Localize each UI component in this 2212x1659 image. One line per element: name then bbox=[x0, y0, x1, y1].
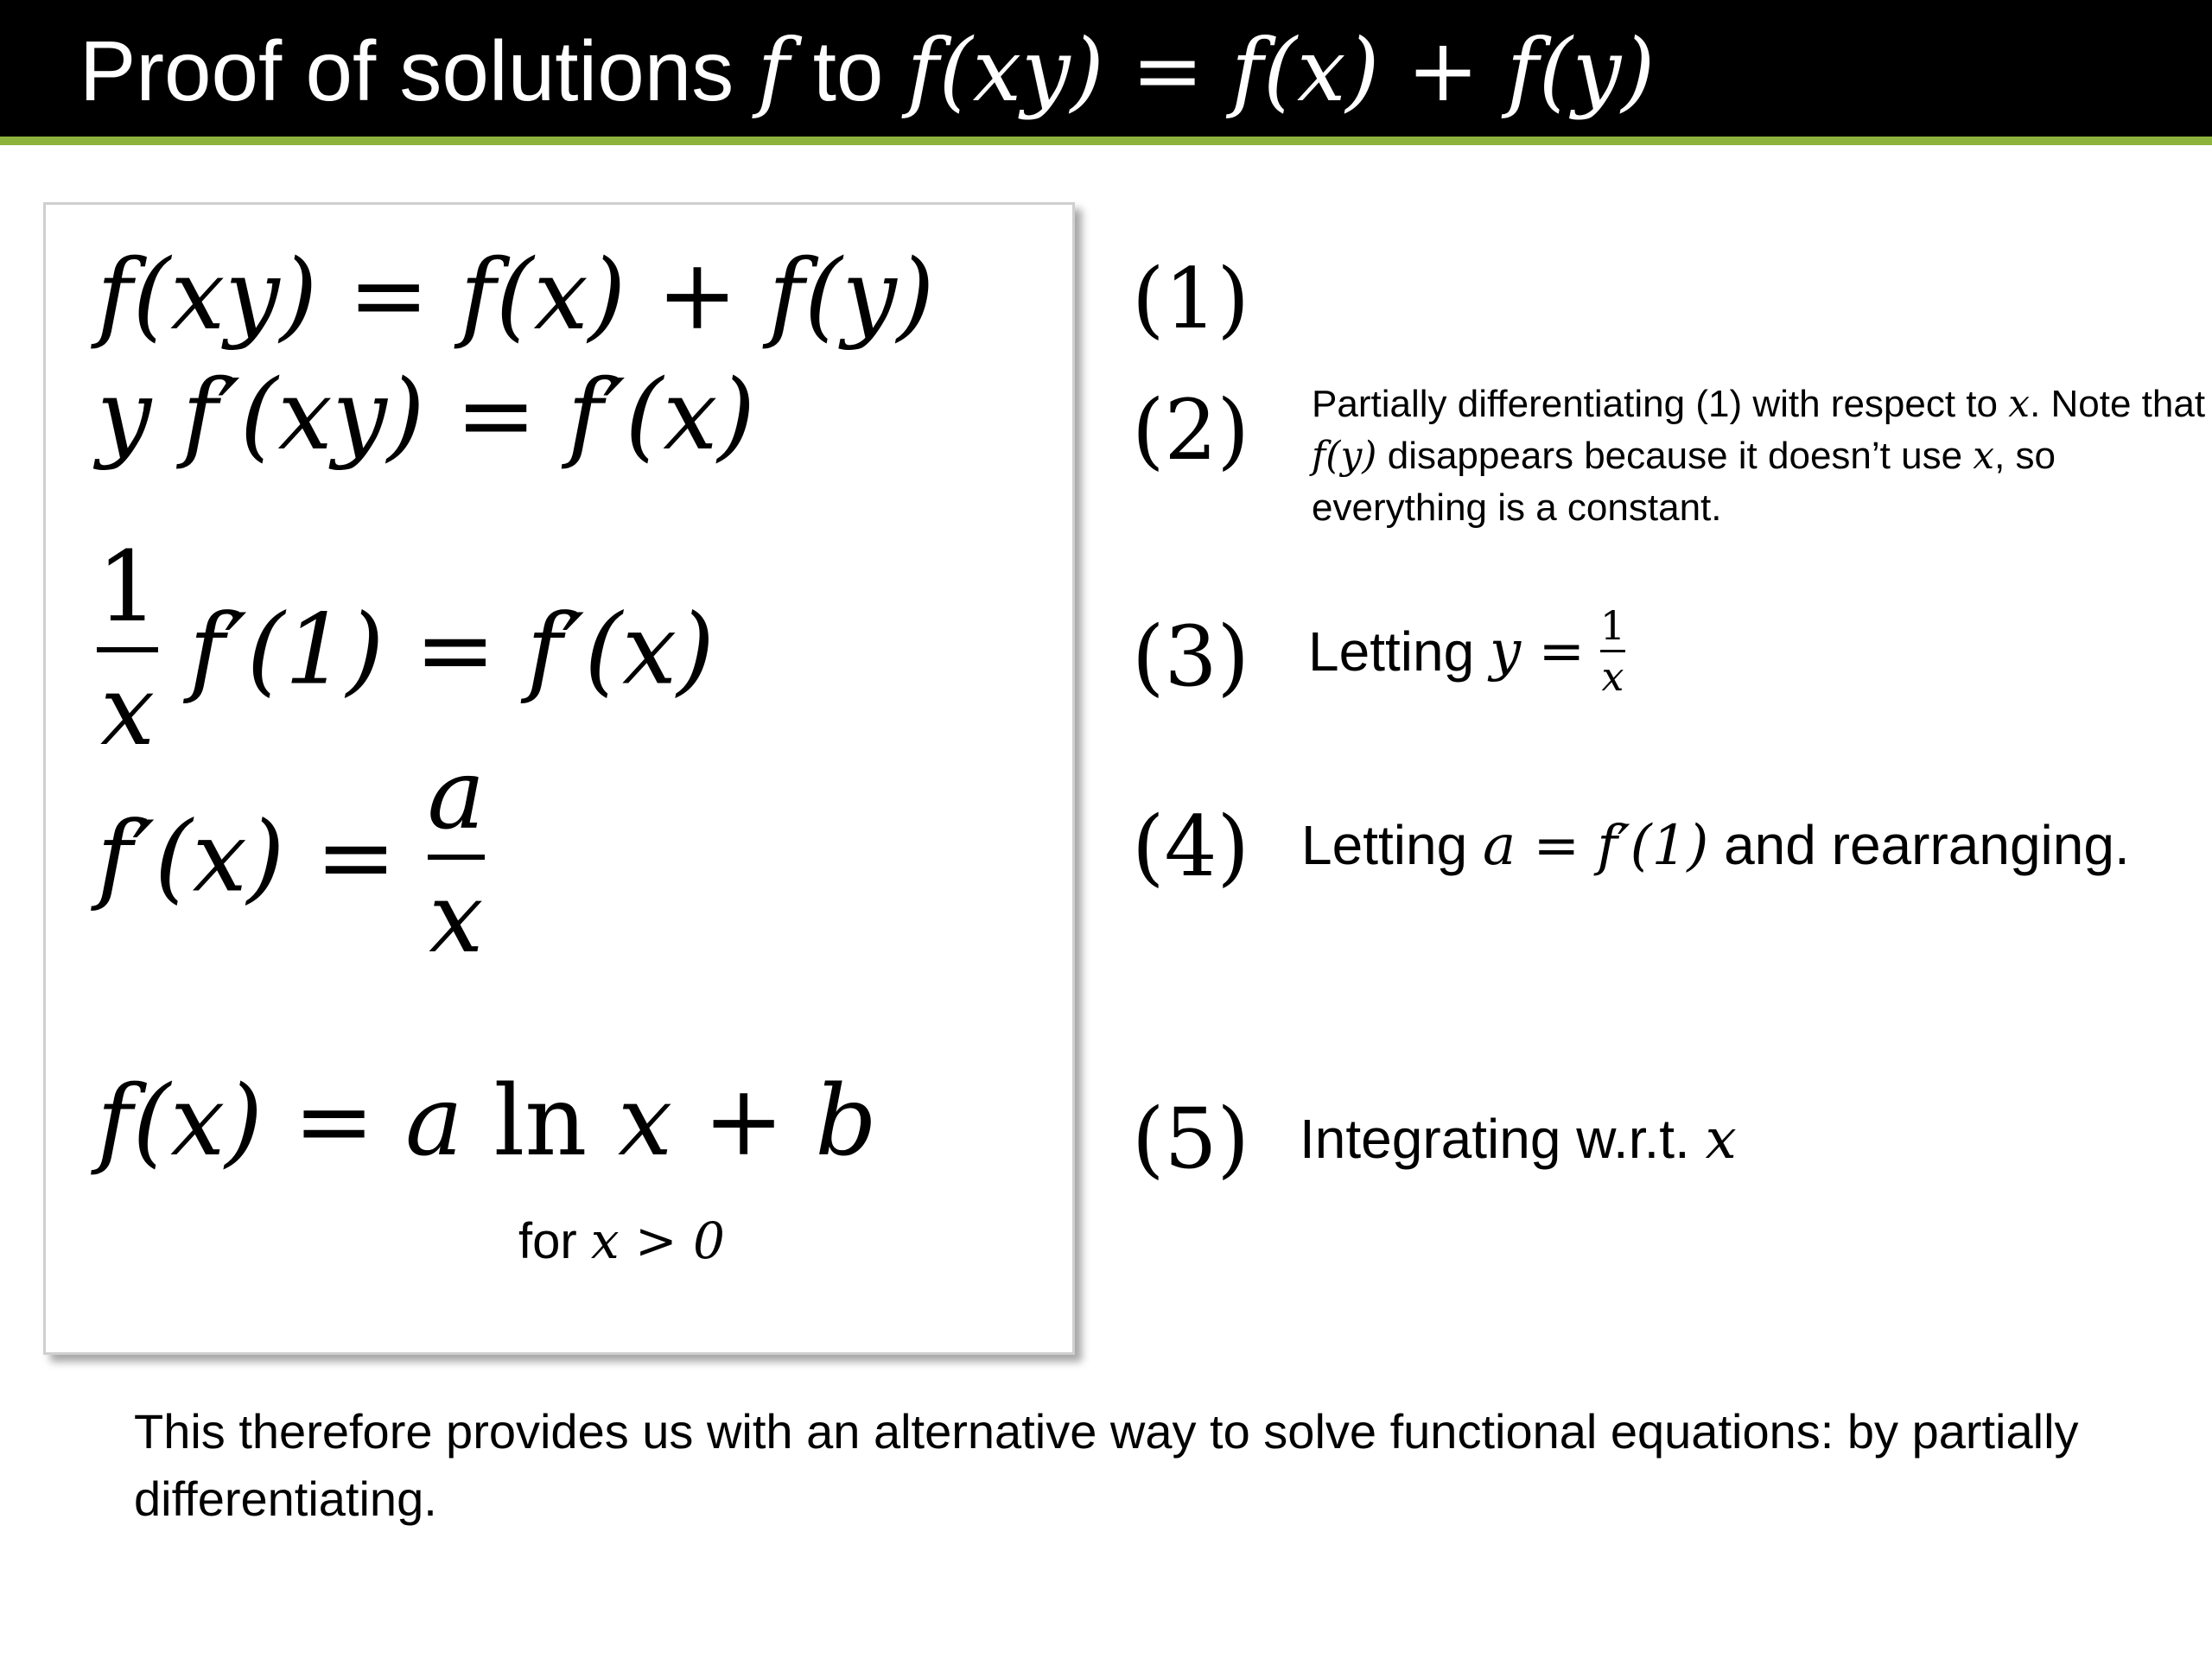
slide-title bbox=[79, 19, 1655, 123]
fraction-bar bbox=[1600, 650, 1625, 652]
equation-number-2: (2) bbox=[1132, 382, 1249, 479]
note-math: y = bbox=[1489, 619, 1586, 683]
equation-3-fraction bbox=[97, 531, 159, 768]
equation-number-5: (5) bbox=[1132, 1090, 1249, 1187]
note-text: Integrating w.r.t. bbox=[1300, 1108, 1690, 1170]
title-equation: f(xy) = f(x) + f(y) bbox=[906, 20, 1656, 121]
equation-number-3: (3) bbox=[1132, 608, 1249, 705]
fraction-bar bbox=[428, 855, 486, 860]
step-3-explanation bbox=[1308, 602, 1626, 701]
note-math: a = f′(1) bbox=[1482, 814, 1709, 878]
equation-number-1: (1) bbox=[1132, 251, 1249, 347]
note-text: Partially differentiating (1) with respect to bbox=[1312, 383, 1998, 425]
step-3-fraction bbox=[1599, 602, 1626, 701]
title-text: Proof of solutions bbox=[79, 23, 734, 118]
equation-1: f(xy) = f(x) + f(y) bbox=[97, 239, 935, 352]
note-math: x bbox=[2008, 382, 2031, 426]
equation-4 bbox=[97, 741, 485, 974]
equation-2: y f′(xy) = f′(x) bbox=[97, 359, 756, 472]
fraction-numerator: 1 bbox=[97, 531, 159, 644]
domain-condition bbox=[518, 1211, 725, 1270]
note-math: x bbox=[1705, 1108, 1737, 1172]
note-text: Letting bbox=[1301, 814, 1468, 876]
condition-math: x > 0 bbox=[590, 1211, 725, 1270]
fraction-denominator: x bbox=[429, 862, 484, 976]
conclusion-text: This therefore provides us with an alternative way to solve functional equations: by partially differentiating. bbox=[134, 1404, 2079, 1526]
fraction-numerator: 1 bbox=[1599, 602, 1626, 649]
equation-4-lhs: f′(x) = bbox=[97, 801, 397, 914]
step-4-explanation bbox=[1301, 814, 2130, 878]
fraction-denominator: x bbox=[1601, 653, 1624, 701]
note-text: disappears because it doesn’t use bbox=[1387, 435, 1963, 477]
title-connector: to bbox=[812, 23, 884, 118]
equation-5 bbox=[97, 1065, 877, 1178]
equation-5-ln: ln bbox=[493, 1065, 588, 1178]
equation-5-rhs: x + b bbox=[618, 1065, 877, 1178]
title-function-symbol: f bbox=[757, 20, 790, 121]
equation-3-rest: f′(1) = f′(x) bbox=[188, 594, 715, 707]
fraction-denominator: x bbox=[100, 655, 156, 768]
note-text: . Note that bbox=[2030, 383, 2206, 425]
condition-text: for bbox=[518, 1213, 577, 1269]
note-math: x bbox=[1973, 434, 1995, 478]
fraction-numerator: a bbox=[427, 739, 486, 851]
equation-3 bbox=[97, 531, 715, 768]
equation-5-lhs: f(x) = a bbox=[97, 1065, 463, 1178]
title-bar bbox=[0, 0, 2212, 137]
step-2-explanation bbox=[1312, 378, 2212, 534]
equation-number-4: (4) bbox=[1132, 798, 1249, 895]
note-text: Letting bbox=[1308, 620, 1475, 683]
note-text: , so everything is a constant. bbox=[1312, 435, 2056, 529]
note-text: and rearranging. bbox=[1724, 814, 2130, 876]
title-underline bbox=[0, 137, 2212, 145]
step-5-explanation bbox=[1300, 1108, 1737, 1172]
fraction-bar bbox=[97, 647, 158, 652]
note-math: f(y) bbox=[1312, 434, 1377, 478]
equation-4-fraction bbox=[428, 741, 486, 974]
